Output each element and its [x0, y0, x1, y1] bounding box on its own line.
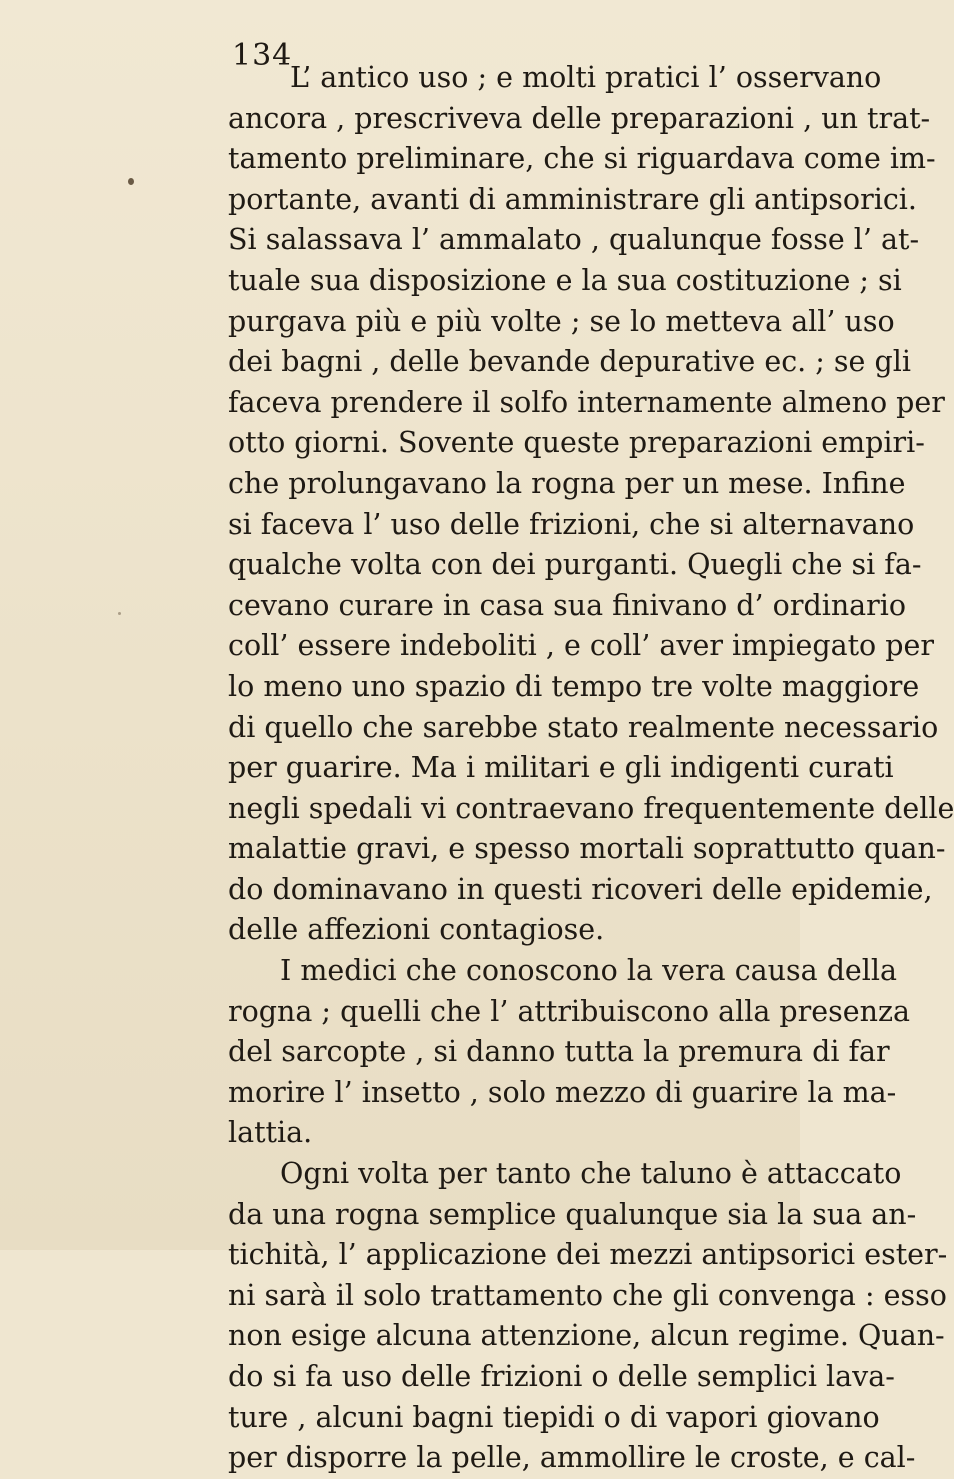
text-line: morire l’ insetto , solo mezzo di guarire la ma- [228, 1075, 897, 1109]
ink-speck [118, 612, 121, 615]
text-line: do si fa uso delle frizioni o delle semplici lava- [228, 1360, 895, 1393]
text-line: lo meno uno spazio di tempo tre volte maggiore [228, 669, 920, 703]
text-line: Ogni volta per tanto che taluno è attaccato [280, 1157, 902, 1191]
text-line: qualche volta con dei purganti. Quegli che si fa- [228, 548, 922, 582]
ink-speck [128, 178, 134, 185]
text-line: rogna ; quelli che l’ attribuiscono alla presenza [228, 994, 910, 1028]
text-line: malattie gravi, e spesso mortali soprattutto quan- [228, 832, 946, 866]
text-line: faceva prendere il solfo internamente almeno per [228, 385, 945, 419]
page-number: 134 [232, 38, 293, 73]
text-line: tuale sua disposizione e la sua costituzione ; si [228, 263, 902, 297]
text-line: ni sarà il solo trattamento che gli convenga : esso [228, 1278, 947, 1312]
text-line: negli spedali vi contraevano frequentemente delle [228, 791, 954, 825]
text-line: dei bagni , delle bevande depurative ec. ; se gli [228, 345, 911, 379]
text-line: lattia. [228, 1116, 313, 1150]
text-line: tamento preliminare, che si riguardava come im- [228, 142, 936, 176]
text-line: tichità, l’ applicazione dei mezzi antipsorici ester- [228, 1238, 948, 1272]
text-line: di quello che sarebbe stato realmente necessario [228, 710, 939, 744]
text-line: delle affezioni contagiose. [228, 913, 605, 947]
text-line: si faceva l’ uso delle frizioni, che si alternavano [228, 507, 915, 541]
text-line: del sarcopte , si danno tutta la premura di far [228, 1035, 890, 1069]
text-line: purgava più e più volte ; se lo metteva all’ uso [228, 304, 895, 338]
text-line: ancora , prescriveva delle preparazioni , un trat- [228, 101, 931, 135]
text-line: che prolungavano la rogna per un mese. Infine [228, 466, 906, 500]
text-line: per disporre la pelle, ammollire le croste, e cal- [228, 1441, 916, 1475]
text-line: L’ antico uso ; e molti pratici l’ osservano [290, 61, 882, 94]
text-line: Si salassava l’ ammalato , qualunque fosse l’ at- [228, 223, 920, 257]
text-line: cevano curare in casa sua finivano d’ ordinario [228, 588, 907, 622]
text-line: otto giorni. Sovente queste preparazioni empiri- [228, 426, 925, 460]
text-line: coll’ essere indeboliti , e coll’ aver impiegato per [228, 629, 935, 663]
body-text [228, 58, 954, 1479]
text-line: ture , alcuni bagni tiepidi o di vapori giovano [228, 1400, 880, 1434]
text-line: per guarire. Ma i militari e gli indigenti curati [228, 751, 894, 785]
text-line: do dominavano in questi ricoveri delle epidemie, [228, 872, 933, 906]
text-line: da una rogna semplice qualunque sia la sua an- [228, 1197, 917, 1231]
text-line: non esige alcuna attenzione, alcun regime. Quan- [228, 1319, 945, 1353]
text-line: I medici che conoscono la vera causa della [280, 954, 898, 988]
text-line: portante, avanti di amministrare gli antipsorici. [228, 182, 917, 216]
